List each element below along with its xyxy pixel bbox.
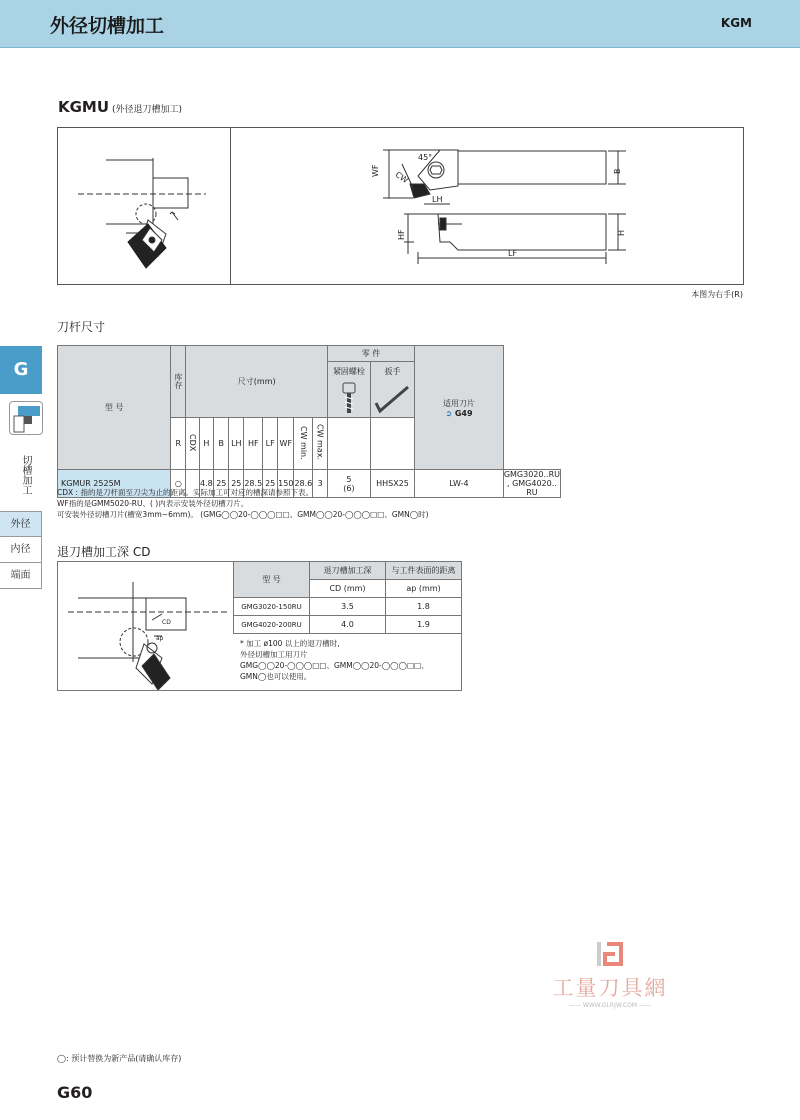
tool-drawing-svg [58, 128, 745, 286]
watermark-url: —— WWW.GLRJW.COM —— [568, 1002, 651, 1009]
note-line: WF指的是GMM5020-RU、( )内表示安装外径切槽刀片。 [57, 499, 249, 508]
watermark [540, 940, 680, 1009]
shank-notes [57, 487, 429, 520]
insert-ref-text: G49 [454, 408, 473, 418]
cd-note-line: GMG◯◯20-◯◯◯□□、GMM◯◯20-◯◯◯□□、 [240, 661, 429, 670]
cd-note [240, 638, 429, 682]
cell-lh: 28.5 [244, 470, 263, 498]
label-h: H [617, 229, 626, 236]
th-col-lf: LF [263, 418, 278, 470]
th-parts: 零 件 [328, 346, 415, 362]
th-stock: 库存 [173, 372, 183, 389]
th-col-lh: LH [229, 418, 244, 470]
grooving-icon [9, 401, 43, 435]
cell-cwmax-paren: (6) [343, 483, 355, 493]
tool-drawing [57, 127, 744, 285]
th-insert-ref [415, 409, 503, 418]
side-nav-outer[interactable]: 外径 [0, 511, 42, 537]
cell-screw: HHSX25 [370, 470, 414, 498]
th-insert-label: 适用刀片 [442, 398, 475, 408]
note-line: 可安装外径切槽刀片(槽宽3mm~6mm)。 (GMG◯◯20-◯◯◯□□、GMM◯◯20-◯◯◯□□、GMN◯时) [57, 510, 429, 519]
cell-cwmin: 3 [313, 470, 328, 498]
cell-b: 25 [229, 470, 244, 498]
th-col-b: B [214, 418, 229, 470]
th-col-cwmin: CW min. [298, 425, 308, 460]
label-hf: HF [397, 229, 406, 240]
th-screw [328, 362, 371, 418]
watermark-text: 工量刀具網 [552, 976, 668, 1000]
cd-cell-ap: 1.8 [386, 598, 462, 616]
label-b: B [613, 168, 622, 174]
cd-table [233, 561, 462, 634]
cell-insert-line2: RU [526, 488, 538, 497]
section-subtitle: (外径退刀槽加工) [112, 105, 183, 115]
shank-title: 刀杆尺寸 [57, 320, 106, 334]
th-wrench-blank [370, 418, 414, 470]
cd-th-model: 型 号 [234, 562, 310, 598]
cell-stock: ○ [171, 470, 186, 498]
header-code: KGM [720, 16, 752, 30]
th-col-cdx: CDX [187, 433, 197, 452]
th-col-h: H [199, 418, 214, 470]
cd-th-depth: 退刀槽加工深 [310, 562, 386, 580]
workpiece-sketch [78, 158, 206, 268]
cell-model: KGMUR 2525M [58, 470, 171, 498]
cd-drawing [58, 562, 233, 690]
side-nav-face[interactable]: 端面 [0, 563, 42, 589]
cd-note-line: 外径切槽加工用刀片 [240, 650, 308, 659]
drawing-divider [230, 128, 231, 284]
cd-note-line: * 加工 ø100 以上的退刀槽时, [240, 639, 340, 648]
cell-wf: 28.6 [294, 470, 313, 498]
section-title-code: KGMU [58, 98, 110, 116]
th-insert [415, 346, 504, 470]
th-col-wf: WF [278, 418, 294, 470]
shank-table [57, 345, 561, 498]
cell-wrench: LW-4 [415, 470, 504, 498]
side-label: 切槽加工 [20, 455, 31, 495]
cd-note-line: GMN◯也可以使用。 [240, 672, 312, 681]
label-angle: 45° [418, 153, 433, 162]
th-col-r: R [171, 418, 186, 470]
label-lf: LF [508, 249, 518, 258]
th-col-cwmax: CW max. [315, 424, 325, 461]
th-screw-label: 紧固螺栓 [332, 367, 365, 376]
label-lh: LH [432, 195, 443, 204]
cd-label-ap: ap [156, 635, 164, 642]
footnote: ◯: 预计替换为新产品(请确认库存) [57, 1054, 182, 1063]
note-line: CDX : 指的是刀杆面至刀尖为止的距离。实际加工可对应的槽深请参照下表。 [57, 488, 313, 497]
cd-cell-cd: 3.5 [310, 598, 386, 616]
header-title: 外径切槽加工 [50, 15, 165, 37]
cell-lf: 150 [278, 470, 294, 498]
wrench-icon [372, 381, 412, 415]
cell-cwmax-value: 5 [346, 474, 352, 484]
cell-cdx: 4.8 [199, 470, 214, 498]
cd-th-depth-unit: CD (mm) [310, 580, 386, 598]
th-dims: 尺寸(mm) [186, 346, 328, 418]
th-model: 型 号 [58, 346, 171, 470]
cd-cell-cd: 4.0 [310, 616, 386, 634]
screw-icon [334, 381, 364, 415]
th-screw-blank [328, 418, 371, 470]
label-cw: CW [393, 169, 410, 186]
table-row [234, 616, 462, 634]
section-title [58, 98, 182, 116]
th-wrench [370, 362, 414, 418]
right-hand-note: 本图为右手(R) [691, 290, 743, 299]
cell-h: 25 [214, 470, 229, 498]
th-wrench-label: 扳手 [384, 367, 401, 376]
cell-insert-line1: GMG3020..RU , GMG4020.. [503, 470, 560, 488]
page-number: G60 [57, 1083, 93, 1102]
side-nav-inner[interactable]: 内径 [0, 537, 42, 563]
label-wf: WF [371, 164, 380, 177]
watermark-logo-icon [593, 940, 627, 968]
cd-cell-ap: 1.9 [386, 616, 462, 634]
cd-cell-model: GMG4020-200RU [234, 616, 310, 634]
cd-th-dist-unit: ap (mm) [386, 580, 462, 598]
cd-label-cd: CD [162, 619, 171, 626]
cd-cell-model: GMG3020-150RU [234, 598, 310, 616]
page-header [0, 0, 800, 48]
arrow-right-icon: ➲ [445, 408, 453, 418]
th-col-hf: HF [244, 418, 263, 470]
cd-title: 退刀槽加工深 CD [57, 545, 151, 559]
chapter-tab[interactable]: G [0, 346, 42, 394]
cell-hf: 25 [263, 470, 278, 498]
cd-th-dist: 与工件表面的距离 [386, 562, 462, 580]
table-row [234, 598, 462, 616]
cell-insert [503, 470, 560, 498]
